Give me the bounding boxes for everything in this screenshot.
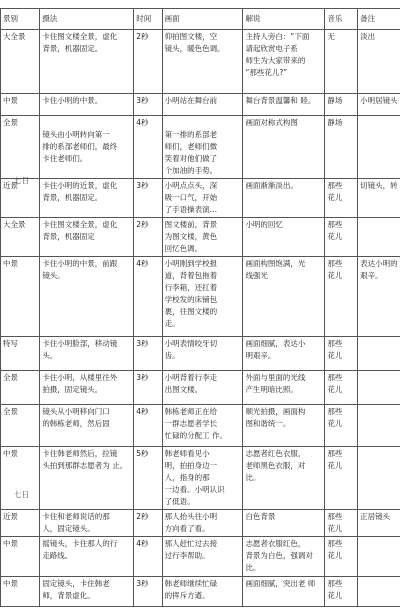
cell-camera-technique: 固定镜头，卡住韩老 师，背景虚化。 — [40, 577, 134, 607]
cell-notes — [358, 577, 400, 607]
cell-notes — [358, 447, 400, 510]
cell-notes: 淡出 — [358, 30, 400, 94]
stamp-mark: 七日 — [14, 490, 29, 499]
cell-duration: 4秒 — [134, 405, 162, 447]
cell-notes — [358, 371, 400, 405]
cell-camera-technique: 镜头从小明移向门口 的韩栋老师，然后固 — [40, 405, 134, 447]
cell-notes: 小明居镜头 — [358, 94, 400, 116]
cell-camera-technique: 卡住小明的中景，前跟 镜头。 — [40, 257, 134, 337]
cell-camera-technique: 摇镜头，卡住那人的行 走路线。 — [40, 537, 134, 577]
header-row — [1, 9, 400, 30]
cell-shot-size: 中景 — [1, 577, 40, 607]
cell-camera-technique: 卡住小明脸部，移动镜 头。 — [40, 337, 134, 371]
cell-shot-size: 大全景 — [1, 30, 40, 94]
cell-shot-size: 全景 — [1, 405, 40, 447]
cell-narration: 志愿者衣服红色， 背景为白色，强调对 比。 — [243, 537, 325, 577]
cell-duration: 5秒 — [134, 447, 162, 510]
cell-duration: 4秒 — [134, 257, 162, 337]
cell-camera-technique: 卡住和老师说话的那 人，固定镜头。 — [40, 510, 134, 537]
cell-camera-technique: 卡住图文楼全景，虚化 背景，机器固定。 — [40, 30, 134, 94]
cell-music: 无 — [325, 30, 358, 94]
cell-duration: 2秒 — [134, 30, 162, 94]
cell-duration: 4秒 — [134, 116, 162, 179]
cell-narration: 白色背景 — [243, 510, 325, 537]
cell-shot-size: 中景 — [1, 94, 40, 116]
table-row — [1, 116, 400, 179]
table-row — [1, 30, 400, 94]
cell-duration: 3秒 — [134, 577, 162, 607]
cell-narration: 小明的回忆 — [243, 218, 325, 257]
cell-music: 静场 — [325, 116, 358, 179]
table-row — [1, 537, 400, 577]
cell-camera-technique: 卡住韩老师然后，拉镜 头拍到那群志愿者为 止。 — [40, 447, 134, 510]
cell-music: 那些 花儿 — [325, 218, 358, 257]
cell-shot-size: 中景 — [1, 447, 40, 510]
cell-shot-size: 近景 — [1, 179, 40, 218]
cell-notes — [358, 116, 400, 179]
table-row — [1, 577, 400, 607]
cell-music: 那些 花儿 — [325, 371, 358, 405]
header-camera-technique: 摄法 — [40, 9, 134, 30]
cell-duration: 3秒 — [134, 179, 162, 218]
cell-narration: 顺光拍摄，画面构 图和谐统一。 — [243, 405, 325, 447]
header-scene: 画面 — [162, 9, 243, 30]
cell-shot-size: 中景 — [1, 257, 40, 337]
cell-music: 静场 — [325, 94, 358, 116]
cell-scene: 图文楼前，背景 为图文楼，黄色 回忆色调。 — [162, 218, 243, 257]
table-row — [1, 179, 400, 218]
cell-shot-size: 中景 — [1, 537, 40, 577]
table-row — [1, 257, 400, 337]
cell-music: 那些 花儿 — [325, 179, 358, 218]
cell-music: 那些 花儿 — [325, 537, 358, 577]
cell-scene: 第一排的系部老 师们，老师们微 笑着对他们做了 个加油的手势。 — [162, 116, 243, 179]
table-row — [1, 510, 400, 537]
table-row — [1, 94, 400, 116]
cell-scene: 小明表情咬牙切 齿。 — [162, 337, 243, 371]
header-duration: 时间 — [134, 9, 162, 30]
cell-narration: 画面细腻，突出老 师 — [243, 577, 325, 607]
cell-scene: 韩老师继续忙碌 的挥斥方遒。 — [162, 577, 243, 607]
cell-narration: 舞台背景温馨和 睦。 — [243, 94, 325, 116]
cell-notes — [358, 218, 400, 257]
cell-scene: 小明站在舞台前 — [162, 94, 243, 116]
table-row — [1, 337, 400, 371]
cell-narration: 画面渐渐淡出。 — [243, 179, 325, 218]
cell-camera-technique: 卡住小明的近景，虚化 背景，机器固定。 — [40, 179, 134, 218]
cell-camera-technique: 卡住图文楼全景，虚化 背景，机器固定 — [40, 218, 134, 257]
cell-camera-technique: 卡住小明的中景。 — [40, 94, 134, 116]
cell-music: 那些 花儿 — [325, 337, 358, 371]
cell-duration: 3秒 — [134, 337, 162, 371]
cell-notes — [358, 405, 400, 447]
cell-scene: 仰拍图文楼，空 镜头，暖色色调。 — [162, 30, 243, 94]
stamp-mark: 七日 — [14, 176, 29, 185]
storyboard-table — [0, 8, 400, 607]
cell-narration: 画面细腻，表达小 明艰辛。 — [243, 337, 325, 371]
cell-shot-size: 全景 — [1, 116, 40, 179]
cell-camera-technique: 卡住小明，从楼里往外 拍摄，固定镜头。 — [40, 371, 134, 405]
table-row — [1, 218, 400, 257]
cell-duration: 3秒 — [134, 94, 162, 116]
cell-music: 那些 花儿 — [325, 257, 358, 337]
cell-scene: 那人赶忙过去接 过行李帮助。 — [162, 537, 243, 577]
cell-shot-size: 近景 — [1, 510, 40, 537]
header-music: 音乐 — [325, 9, 358, 30]
cell-shot-size: 大全景 — [1, 218, 40, 257]
cell-scene: 小明点点头，深 吸一口气，开始 了手语操表演… — [162, 179, 243, 218]
cell-notes: 切镜头，转 — [358, 179, 400, 218]
table-row — [1, 447, 400, 510]
cell-scene: 韩老师看见小 明，拍拍身边一 人，指身的那 一边看。小明认识 了低语。 — [162, 447, 243, 510]
header-notes: 备注 — [358, 9, 400, 30]
cell-duration: 2秒 — [134, 218, 162, 257]
cell-music: 那些 花儿 — [325, 405, 358, 447]
cell-music: 那些 花儿 — [325, 577, 358, 607]
cell-notes — [358, 537, 400, 577]
cell-notes: 表达小明的 艰辛。 — [358, 257, 400, 337]
cell-scene: 那人抬头往小明 方向看了看。 — [162, 510, 243, 537]
cell-shot-size: 特写 — [1, 337, 40, 371]
cell-narration: 画面对称式构图 — [243, 116, 325, 179]
cell-narration: 主持人旁白：“下面 请起欣赏电子系 师生为大家带来的 “那些花儿?” — [243, 30, 325, 94]
cell-scene: 韩栋老师正在给 一群志愿者学长 忙碌的分配工 作。 — [162, 405, 243, 447]
cell-shot-size: 全景 — [1, 371, 40, 405]
cell-scene: 小明背着行李走 出图文楼。 — [162, 371, 243, 405]
table-body — [1, 30, 400, 607]
cell-narration: 外面与里面的光线 产生明暗比照。 — [243, 371, 325, 405]
cell-music: 那些 花儿 — [325, 510, 358, 537]
cell-duration: 3秒 — [134, 371, 162, 405]
cell-narration: 志愿者红色衣服， 老师黑色衣服，对 比。 — [243, 447, 325, 510]
cell-music: 那些 花儿 — [325, 447, 358, 510]
table-row — [1, 371, 400, 405]
header-shot-size: 景别 — [1, 9, 40, 30]
header-narration: 解说 — [243, 9, 325, 30]
cell-camera-technique: 镜头由小明转向第一 排的系部老师们，最终 卡住老师们。 — [40, 116, 134, 179]
cell-narration: 画面构图饱满，光 线强光 — [243, 257, 325, 337]
cell-notes — [358, 337, 400, 371]
cell-notes: 正居镜头 — [358, 510, 400, 537]
cell-scene: 小明刚到学校报 道，背着包拖着 行李箱，还扛着 学校发的床铺包 裹，往图文楼的 走。 — [162, 257, 243, 337]
table-row — [1, 405, 400, 447]
cell-duration: 2秒 — [134, 510, 162, 537]
cell-duration: 4秒 — [134, 537, 162, 577]
